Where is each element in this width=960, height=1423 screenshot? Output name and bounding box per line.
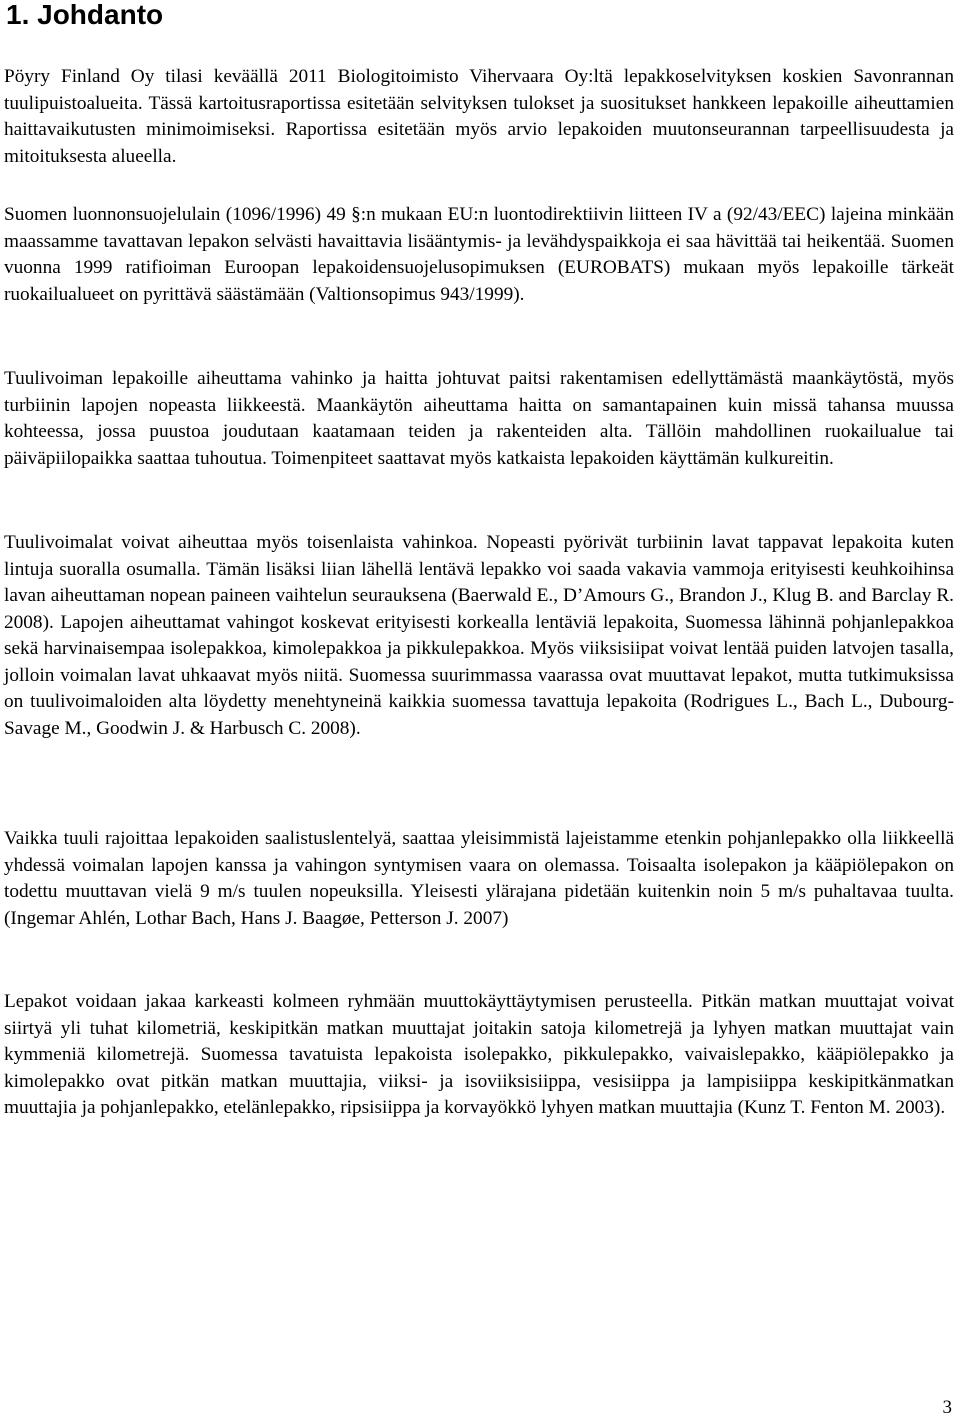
page-number: 3 xyxy=(942,1397,952,1418)
paragraph-turbine-damage: Tuulivoimalat voivat aiheuttaa myös toisenlaista vahinkoa. Nopeasti pyörivät turbiinin lavat tappavat lepakoita kuten lintuja suoralla osumalla. Tämän lisäksi liian lähellä lentävä lepakko voi saada vakavia vammoja erityisesti keuhkoihinsa lavan aiheuttaman nopean paineen vaihtelun seurauksena (Baerwald E., D’Amours G., Brandon J., Klug B. and Barclay R. 2008). Lapojen aiheuttamat vahingot koskevat erityisesti korkealla lentäviä lepakoita, Suomessa lähinnä pohjanlepakkoa sekä harvinaisempaa isolepakkoa, kimolepakkoa ja pikkulepakkoa. Myös viiksisiipat voivat lentää puiden latvojen tasalla, jolloin voimalan lavat uhkaavat myös niitä. Suomessa suurimmassa vaarassa ovat muuttavat lepakot, mutta tutkimuksissa on tuulivoimaloiden alta löydetty menehtyneinä kaikkia suomessa tavattuja lepakoita (Rodrigues L., Bach L., Dubourg-Savage M., Goodwin J. & Harbusch C. 2008). xyxy=(4,532,954,739)
section-heading: 1. Johdanto xyxy=(6,0,164,30)
paragraph-legislation: Suomen luonnonsuojelulain (1096/1996) 49 §:n mukaan EU:n luontodirektiivin liitteen IV a (92/43/EEC) lajeina minkään maassamme tavattavan lepakon selvästi havaittavia lisääntymis- ja levähdyspaikkoja ei saa hävittää tai heikentää. Suomen vuonna 1999 ratifioiman Euroopan lepakoidensuojelusopimuksen (EUROBATS) mukaan myös lepakoille tärkeät ruokailualueet on pyrittävä säästämään (Valtionsopimus 943/1999). xyxy=(4,204,954,305)
paragraph-wind-limits: Vaikka tuuli rajoittaa lepakoiden saalistuslentelyä, saattaa yleisimmistä lajeistamme etenkin pohjanlepakko olla liikkeellä yhdessä voimalan lapojen kanssa ja vahingon syntymisen vaara on olemassa. Toisaalta isolepakon ja kääpiölepakon on todettu muuttavan vielä 9 m/s tuulen nopeuksilla. Yleisesti ylärajana pidetään kuitenkin noin 5 m/s puhaltavaa tuulta. (Ingemar Ahlén, Lothar Bach, Hans J. Baagøe, Petterson J. 2007) xyxy=(4,828,954,929)
paragraph-land-use-harm: Tuulivoiman lepakoille aiheuttama vahinko ja haitta johtuvat paitsi rakentamisen edellyttämästä maankäytöstä, myös turbiinin lapojen nopeasta liikkeestä. Maankäytön aiheuttama haitta on samantapainen kuin missä tahansa muussa kohteessa, jossa puustoa joudutaan kaatamaan teiden ja rakenteiden alta. Tällöin mahdollinen ruokailualue tai päiväpiilopaikka saattaa tuhoutua. Toimenpiteet saattavat myös katkaista lepakoiden käyttämän kulkureitin. xyxy=(4,368,954,469)
paragraph-migration-groups: Lepakot voidaan jakaa karkeasti kolmeen ryhmään muuttokäyttäytymisen perusteella. Pitkän matkan muuttajat voivat siirtyä yli tuhat kilometriä, keskipitkän matkan muuttajat joitakin satoja kilometrejä ja lyhyen matkan muuttajat vain kymmeniä kilometrejä. Suomessa tavatuista lepakoista isolepakko, pikkulepakko, vaivaislepakko, kääpiölepakko ja kimolepakko ovat pitkän matkan muuttajia, viiksi- ja isoviiksisiippa, vesisiippa ja lampisiippa keskipitkänmatkan muuttajia ja pohjanlepakko, etelänlepakko, ripsisiippa ja korvayökkö lyhyen matkan muuttajia (Kunz T. Fenton M. 2003). xyxy=(4,991,954,1118)
paragraph-introduction: Pöyry Finland Oy tilasi keväällä 2011 Biologitoimisto Vihervaara Oy:ltä lepakkoselvityksen koskien Savonrannan tuulipuistoalueita. Tässä kartoitusraportissa esitetään selvityksen tulokset ja suositukset hankkeen lepakoille aiheuttamien haittavaikutusten minimoimiseksi. Raportissa esitetään myös arvio lepakoiden muutonseurannan tarpeellisuudesta ja mitoituksesta alueella. xyxy=(4,66,954,167)
